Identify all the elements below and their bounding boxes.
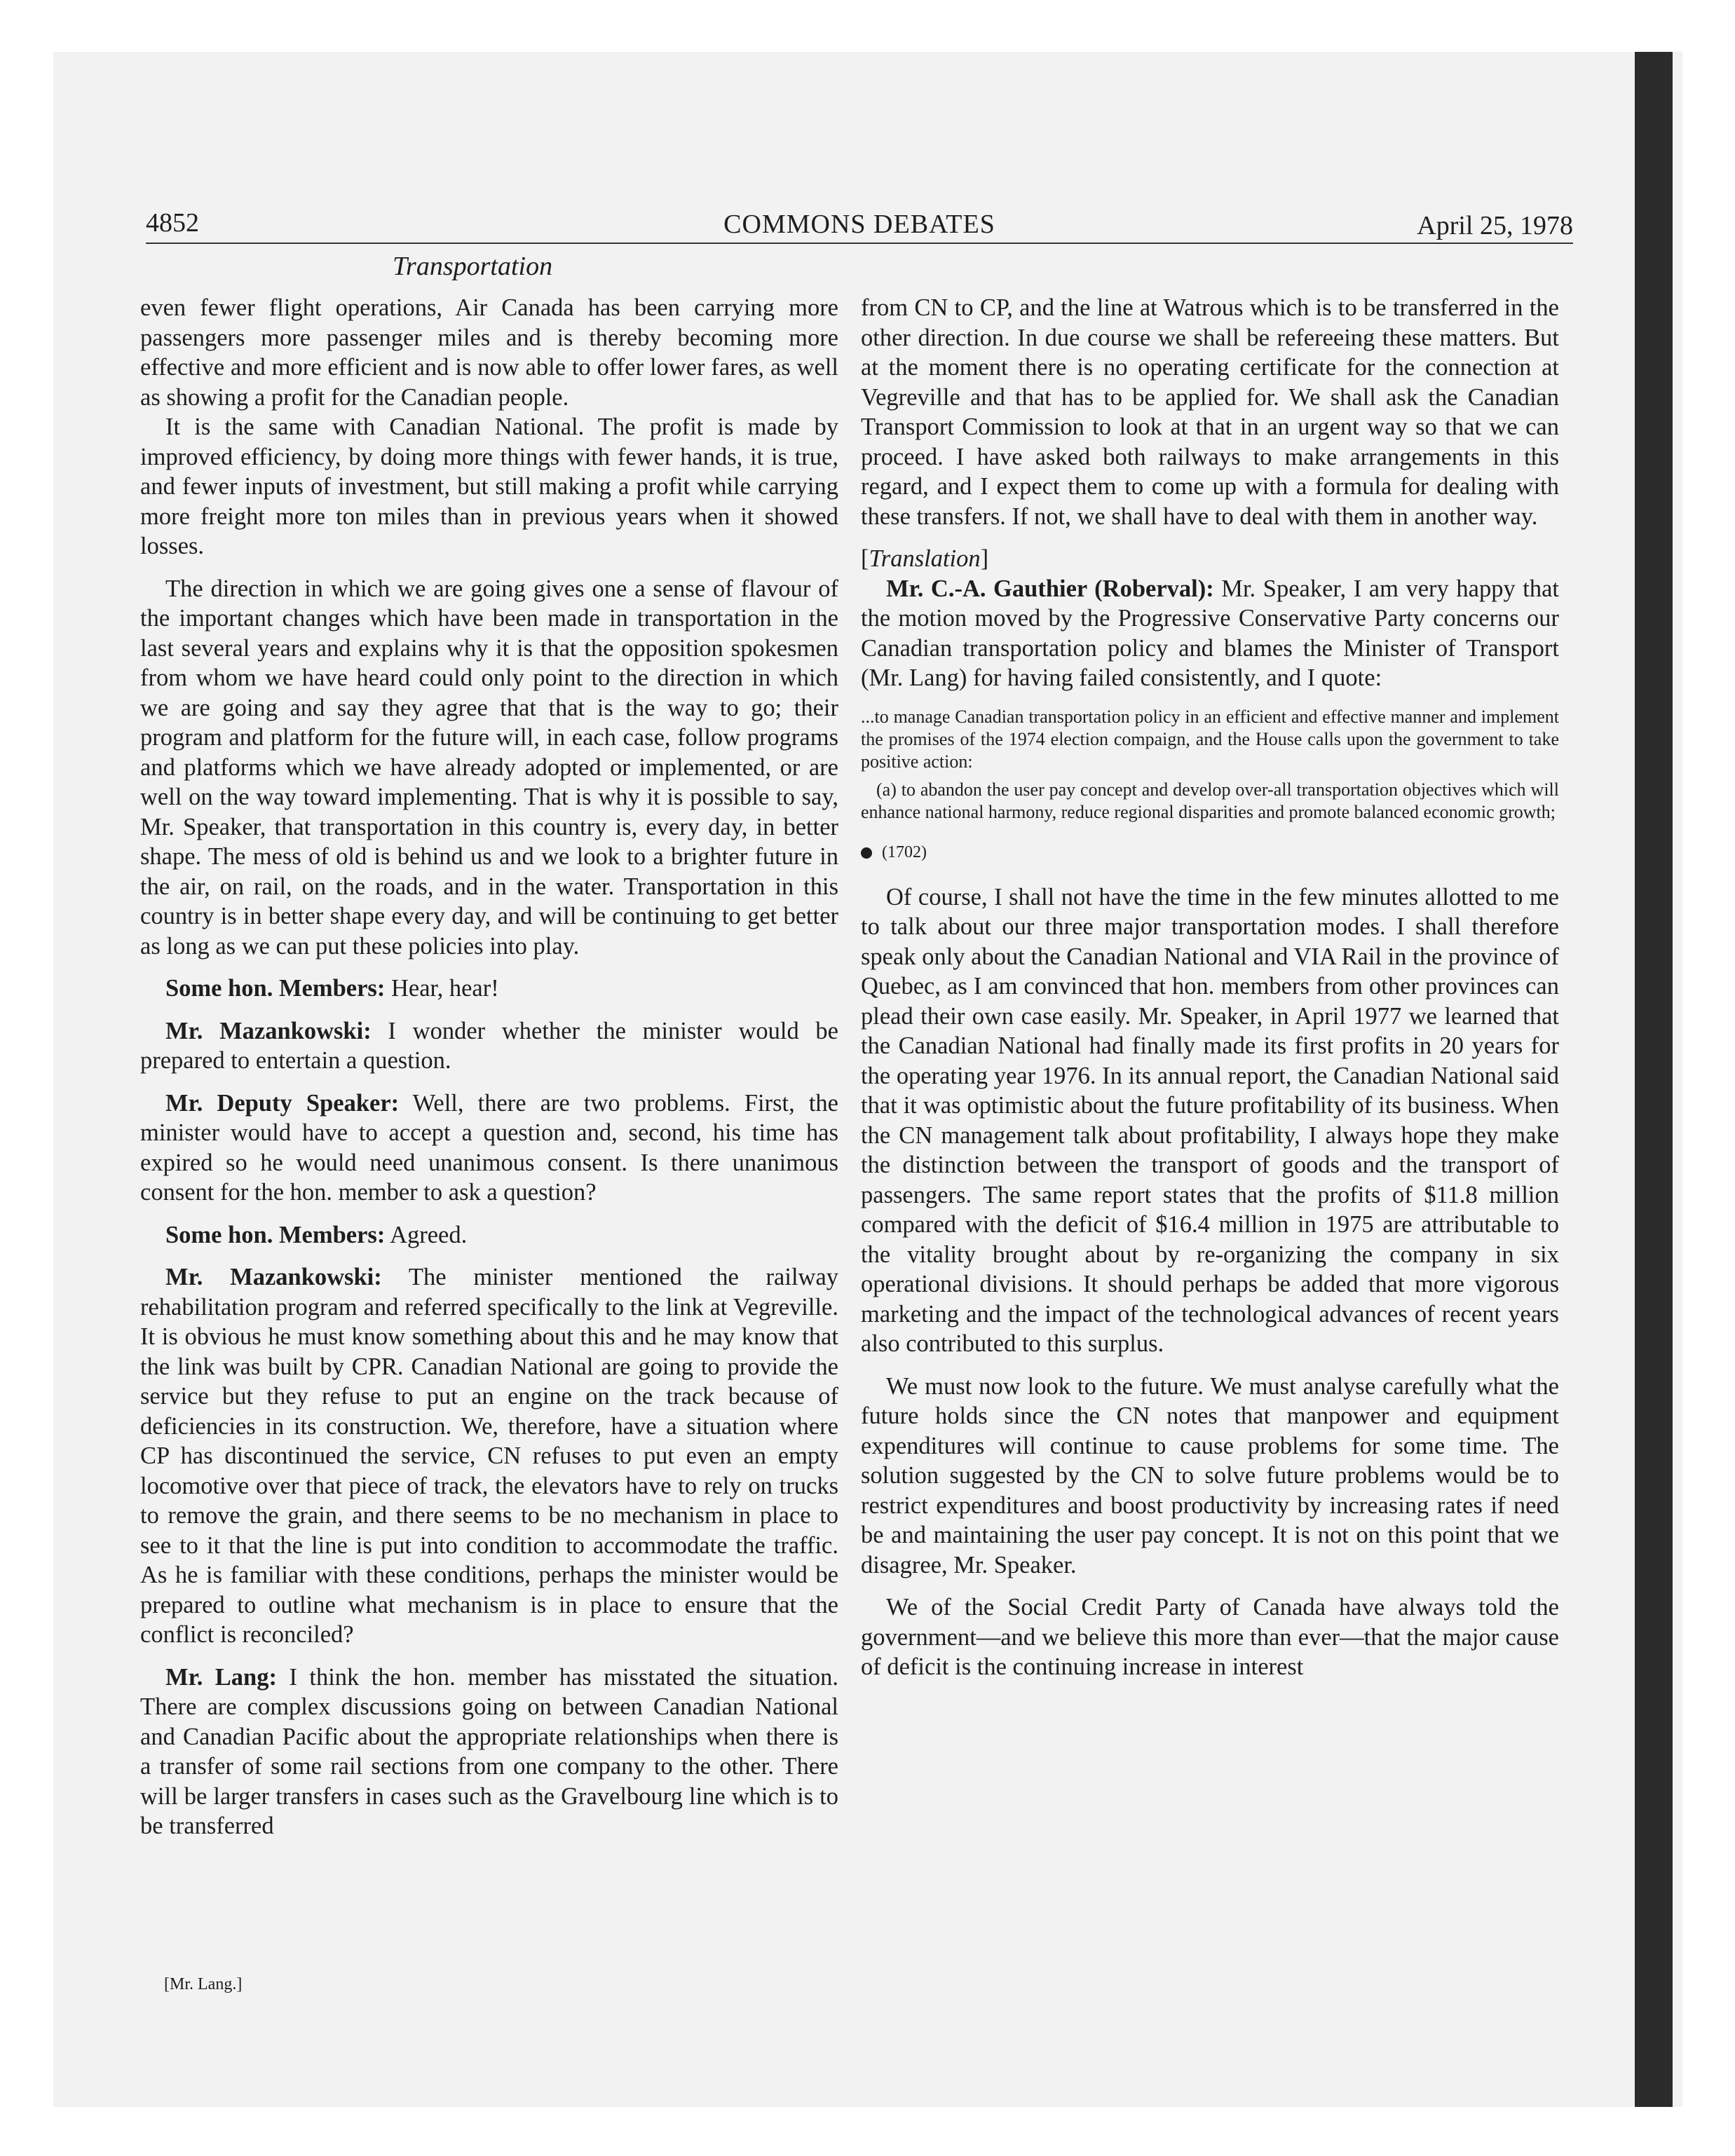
- time-marker: (1702): [861, 842, 1559, 863]
- speech-text: I think the hon. member has misstated the situation. There are complex discussions going on between Canadian National and Canadian Pacific about the appropriate relationships when there is a transfer of some rail sections from one company to the other. There will be larger transfers in cases such as the Gravelbourg line which is to be transferred: [140, 1663, 838, 1839]
- translation-marker: [Translation]: [861, 545, 989, 572]
- speaker-name: Mr. Deputy Speaker:: [165, 1089, 400, 1117]
- speaker-name: Some hon. Members:: [165, 975, 386, 1002]
- speech-text: Hear, hear!: [385, 975, 499, 1002]
- paragraph: We of the Social Credit Party of Canada have always told the government—and we believe this more than ever—that the major cause of deficit is the continuing increase in interest: [861, 1594, 1559, 1680]
- speaker-footer-note: [Mr. Lang.]: [164, 1975, 243, 1993]
- paragraph: The direction in which we are going gives one a sense of flavour of the important changes which have been made in transportation in the last several years and explains why it is that the opposition spokesmen from whom we have heard could only point to the direction in which we are going and say they agree that that is the way to go; their program and platform for the future will, in each case, follow programs and platforms which we have already adopted or implemented, or are well on the way toward implementing. That is why it is possible to say, Mr. Speaker, that transportation in this country is, every day, in better shape. The mess of old is behind us and we look to a brighter future in the air, on rail, on the roads, and in the water. Transportation in this country is in better shape every day, and will be continuing to get better as long as we can put these policies into play.: [140, 575, 838, 960]
- speech-text: I wonder whether the minister would be prepared to entertain a question.: [140, 1017, 838, 1074]
- speaker-name: Mr. Lang:: [165, 1663, 277, 1691]
- speech-text: The minister mentioned the railway rehabilitation program and referred specifically to the link at Vegreville. It is obvious he must know something about this and he may know that the link was built by CPR. Canadian National are going to provide the service but they refuse to put an engine on the track because of deficiencies in its construction. We, therefore, have a situation where CP has discontinued the service, CN refuses to put even an empty locomotive over that piece of track, the elevators have to rely on trucks to remove the grain, and there seems to be no mechanism in place to see to it that the line is put into condition to accommodate the traffic. As he is familiar with these conditions, perhaps the minister would be prepared to outline what mechanism is in place to ensure that the conflict is reconciled?: [140, 1264, 839, 1648]
- page-header: [146, 200, 1573, 244]
- speech-text: Agreed.: [385, 1221, 468, 1248]
- speaker-name: Mr. C.-A. Gauthier (Roberval):: [886, 575, 1214, 602]
- speech-paragraph: [140, 974, 838, 1004]
- right-column: [861, 293, 1559, 1682]
- speech-text: Mr. Speaker, I am very happy that the motion moved by the Progressive Conservative Party concerns our Canadian transportation policy and blames the Minister of Transport (Mr. Lang) for having failed consistently, and I quote:: [861, 575, 1560, 691]
- speaker-name: Mr. Mazankowski:: [165, 1017, 372, 1044]
- speech-paragraph: [140, 1220, 838, 1250]
- page-number: 4852: [146, 208, 199, 238]
- speech-text: Well, there are two problems. First, the minister would have to accept a question and, second, his time has expired so he would need unanimous consent. Is there unanimous consent for the hon. member to ask a question?: [140, 1089, 838, 1206]
- scan-edge-bar: [1635, 52, 1673, 2107]
- speech-paragraph: [140, 1089, 838, 1208]
- quoted-motion: ...to manage Canadian transportation policy in an efficient and effective manner and implement the promises of the 1974 election compaign, and the House calls upon the government to take positive action:: [861, 706, 1559, 772]
- paragraph: We must now look to the future. We must analyse carefully what the future holds since the CN notes that manpower and equipment expenditures will continue to cause problems for some time. The solution suggested by the CN to solve future problems would be to restrict expenditures and boost productivity by increasing rates if need be and maintaining the user pay concept. It is not on this point that we disagree, Mr. Speaker.: [861, 1372, 1559, 1578]
- quoted-motion-item: (a) to abandon the user pay concept and develop over-all transportation objectives which will enhance national harmony, reduce regional disparities and promote balanced economic growth;: [861, 779, 1559, 822]
- paragraph: It is the same with Canadian National. The profit is made by improved efficiency, by doing more things with fewer hands, it is true, and fewer inputs of investment, but still making a profit while carrying more freight more ton miles than in previous years when it showed losses.: [140, 414, 838, 559]
- speech-paragraph: [861, 574, 1559, 693]
- translation-label: Translation: [869, 545, 981, 572]
- paragraph: Of course, I shall not have the time in the few minutes allotted to me to talk about our three major transportation modes. I shall therefore speak only about the Canadian National and VIA Rail in the province of Quebec, as I am convinced that hon. members from other provinces can plead their own case easily. Mr. Speaker, in April 1977 we learned that the Canadian National had finally made its first profits in 20 years for the operating year 1976. In its annual report, the Canadian National said that it was optimistic about the future profitability of its business. When the CN management talk about profitability, I always hope they make the distinction between the transport of goods and the transport of passengers. The same report states that the profits of $11.8 million compared with the deficit of $16.4 million in 1975 are attributable to the vitality brought about by re-organizing the company in six operational divisions. It should perhaps be added that more vigorous marketing and the impact of the technological advances of recent years also contributed to this surplus.: [861, 883, 1559, 1357]
- left-column: [140, 293, 838, 1841]
- bullet-icon: [861, 847, 872, 859]
- publication-title: COMMONS DEBATES: [723, 210, 995, 239]
- paragraph: from CN to CP, and the line at Watrous which is to be transferred in the other direction. In due course we shall be refereeing these matters. But at the moment there is no operating certificate for the connection at Vegreville and that has to be applied for. We shall ask the Canadian Transport Commission to look at that in an urgent way so that we can proceed. I have asked both railways to make arrangements in this regard, and I expect them to come up with a formula for dealing with these transfers. If not, we shall have to deal with them in another way.: [861, 294, 1559, 530]
- paragraph: even fewer flight operations, Air Canada has been carrying more passengers more passenger miles and is thereby becoming more effective and more efficient and is now able to offer lower fares, as well as showing a profit for the Canadian people.: [140, 294, 838, 411]
- speech-paragraph: [140, 1262, 838, 1650]
- speaker-name: Mr. Mazankowski:: [165, 1264, 382, 1290]
- speech-paragraph: [140, 1016, 838, 1076]
- section-title: Transportation: [393, 252, 553, 281]
- speaker-name: Some hon. Members:: [165, 1221, 386, 1248]
- speech-paragraph: [140, 1663, 838, 1841]
- page-date: April 25, 1978: [1417, 211, 1573, 240]
